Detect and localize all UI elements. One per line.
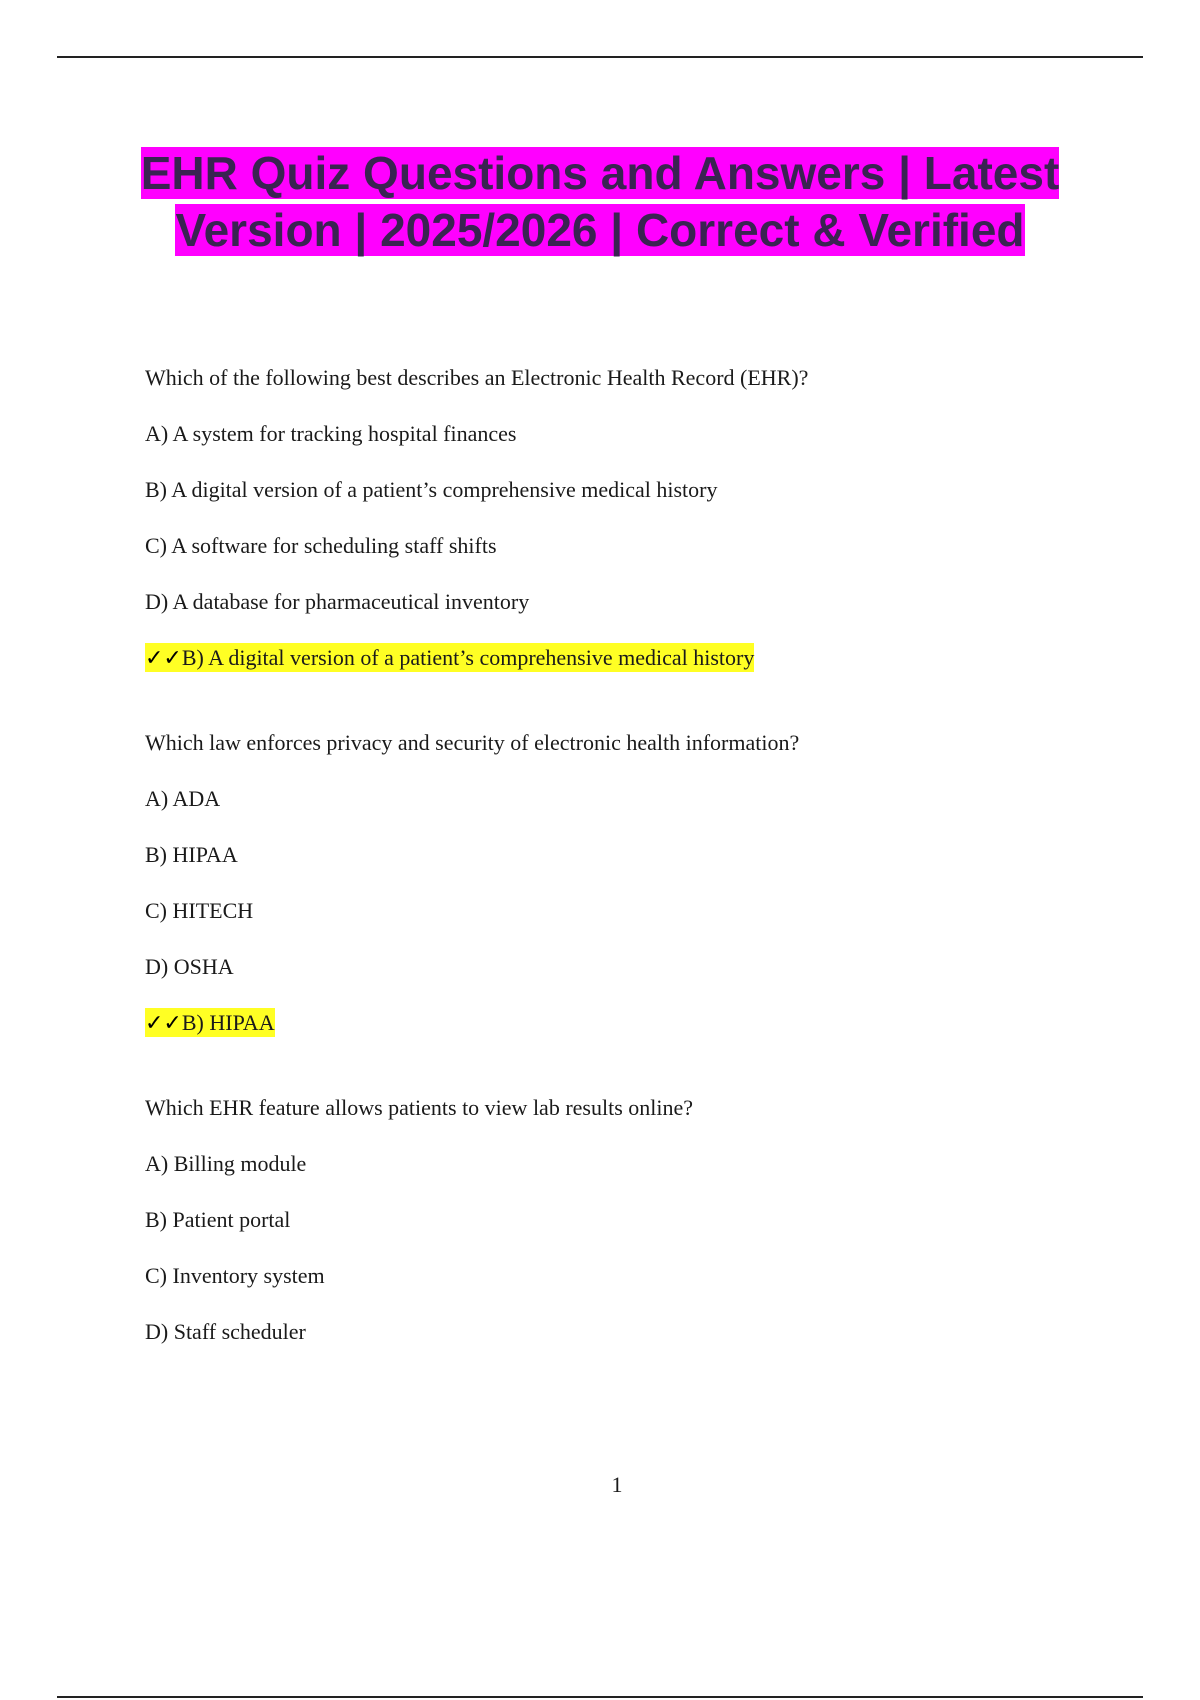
option-c: C) Inventory system bbox=[145, 1263, 325, 1288]
option-a: A) ADA bbox=[145, 786, 221, 811]
question-1 bbox=[145, 365, 1105, 672]
page-number: 1 bbox=[611, 1472, 623, 1497]
option-d: D) A database for pharmaceutical inventory bbox=[145, 589, 530, 614]
option-c: C) A software for scheduling staff shifts bbox=[145, 533, 497, 558]
header-rule bbox=[57, 56, 1143, 58]
question-prompt: Which law enforces privacy and security of electronic health information? bbox=[145, 730, 800, 755]
question-prompt: Which of the following best describes an Electronic Health Record (EHR)? bbox=[145, 365, 809, 390]
option-d: D) OSHA bbox=[145, 954, 234, 979]
title-block bbox=[100, 145, 1100, 259]
answer-line bbox=[145, 1010, 1105, 1037]
question-3 bbox=[145, 1095, 1105, 1345]
footer-rule bbox=[57, 1696, 1143, 1698]
answer-line bbox=[145, 645, 1105, 672]
option-c: C) HITECH bbox=[145, 898, 254, 923]
answer-text: B) HIPAA bbox=[181, 1010, 275, 1035]
question-2 bbox=[145, 730, 1105, 1037]
double-check-icon: ✓✓ bbox=[145, 646, 182, 671]
answer-text: B) A digital version of a patient’s comprehensive medical history bbox=[181, 645, 755, 670]
double-check-icon: ✓✓ bbox=[145, 1011, 182, 1036]
option-b: B) HIPAA bbox=[145, 842, 238, 867]
question-prompt: Which EHR feature allows patients to view lab results online? bbox=[145, 1095, 694, 1120]
option-a: A) Billing module bbox=[145, 1151, 307, 1176]
option-b: B) A digital version of a patient’s comprehensive medical history bbox=[145, 477, 718, 502]
answer-highlight bbox=[145, 1008, 275, 1037]
option-a: A) A system for tracking hospital finances bbox=[145, 421, 517, 446]
option-b: B) Patient portal bbox=[145, 1207, 291, 1232]
quiz-content bbox=[145, 365, 1105, 1375]
answer-highlight bbox=[145, 643, 754, 672]
document-title: EHR Quiz Questions and Answers | Latest Version | 2025/2026 | Correct & Verified bbox=[140, 147, 1060, 256]
option-d: D) Staff scheduler bbox=[145, 1319, 306, 1344]
